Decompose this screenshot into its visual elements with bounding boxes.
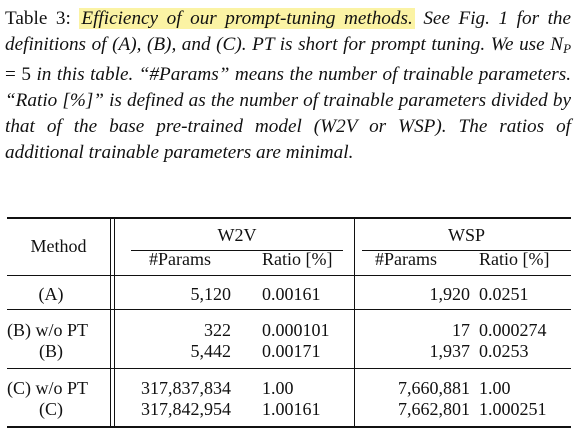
caption-title-highlighted: Efficiency of our prompt-tuning methods. xyxy=(81,8,413,29)
row-c-wsp-params: 7,662,801 xyxy=(398,399,470,419)
row-b-wopt-w2v-params: 322 xyxy=(204,320,231,340)
row-c-wopt-wsp-ratio: 1.00 xyxy=(479,378,511,398)
header-w2v-ratio: Ratio [%] xyxy=(262,249,333,269)
row-a-bottom-rule xyxy=(7,309,571,310)
row-b-w2v-ratio: 0.00171 xyxy=(262,341,321,361)
row-c-wsp-ratio: 1.000251 xyxy=(479,399,547,419)
header-w2v-params: #Params xyxy=(149,249,211,269)
row-b-wopt-method: (B) w/o PT xyxy=(7,320,88,340)
row-b-method: (B) xyxy=(39,341,63,361)
row-a-w2v-params: 5,120 xyxy=(190,284,231,304)
row-b-wopt-w2v-ratio: 0.000101 xyxy=(262,320,330,340)
row-b-wsp-params: 1,937 xyxy=(429,341,470,361)
caption-text-2: in this table. “#Params” means the number of trainable parameters. “Ratio [%]” is defined as the number of trainable parameters divided by that of the base pre-trained model (W2V or WSP). The ratios of additional trainable parameters are minimal. xyxy=(5,64,571,163)
row-b-wsp-ratio: 0.0253 xyxy=(479,341,529,361)
row-a-w2v-ratio: 0.00161 xyxy=(262,284,321,304)
np-equals: = 5 xyxy=(5,64,31,85)
header-wsp-ratio: Ratio [%] xyxy=(479,249,550,269)
header-bottom-rule xyxy=(7,275,571,276)
np-symbol: $N_P$ xyxy=(550,34,572,56)
row-b-bottom-rule xyxy=(7,368,571,369)
row-c-wopt-wsp-params: 7,660,881 xyxy=(398,378,470,398)
efficiency-table xyxy=(7,217,571,428)
row-c-w2v-params: 317,842,954 xyxy=(141,399,231,419)
header-w2v: W2V xyxy=(217,225,257,245)
header-method: Method xyxy=(30,236,87,256)
row-b-wopt-wsp-ratio: 0.000274 xyxy=(479,320,547,340)
table-caption xyxy=(5,6,571,166)
row-c-wopt-method: (C) w/o PT xyxy=(7,378,88,398)
row-c-wopt-w2v-params: 317,837,834 xyxy=(141,378,231,398)
row-a-wsp-ratio: 0.0251 xyxy=(479,284,529,304)
table-top-rule xyxy=(7,217,571,219)
row-a-wsp-params: 1,920 xyxy=(429,284,470,304)
row-a-method: (A) xyxy=(38,284,64,304)
row-c-method: (C) xyxy=(39,399,63,419)
group-separator xyxy=(354,218,355,426)
row-b-w2v-params: 5,442 xyxy=(190,341,231,361)
header-wsp-params: #Params xyxy=(375,249,437,269)
table-bottom-rule xyxy=(7,426,571,428)
row-b-wopt-wsp-params: 17 xyxy=(452,320,470,340)
header-wsp: WSP xyxy=(447,225,485,245)
caption-text-1: See Fig. 1 for the definitions of (A), (B), and (C). PT is short for prompt tuning. We use xyxy=(5,8,572,55)
method-separator-left xyxy=(110,218,111,426)
row-c-wopt-w2v-ratio: 1.00 xyxy=(262,378,294,398)
row-c-w2v-ratio: 1.00161 xyxy=(262,399,321,419)
method-separator-right xyxy=(114,218,115,426)
caption-label: Table 3: xyxy=(5,8,71,29)
